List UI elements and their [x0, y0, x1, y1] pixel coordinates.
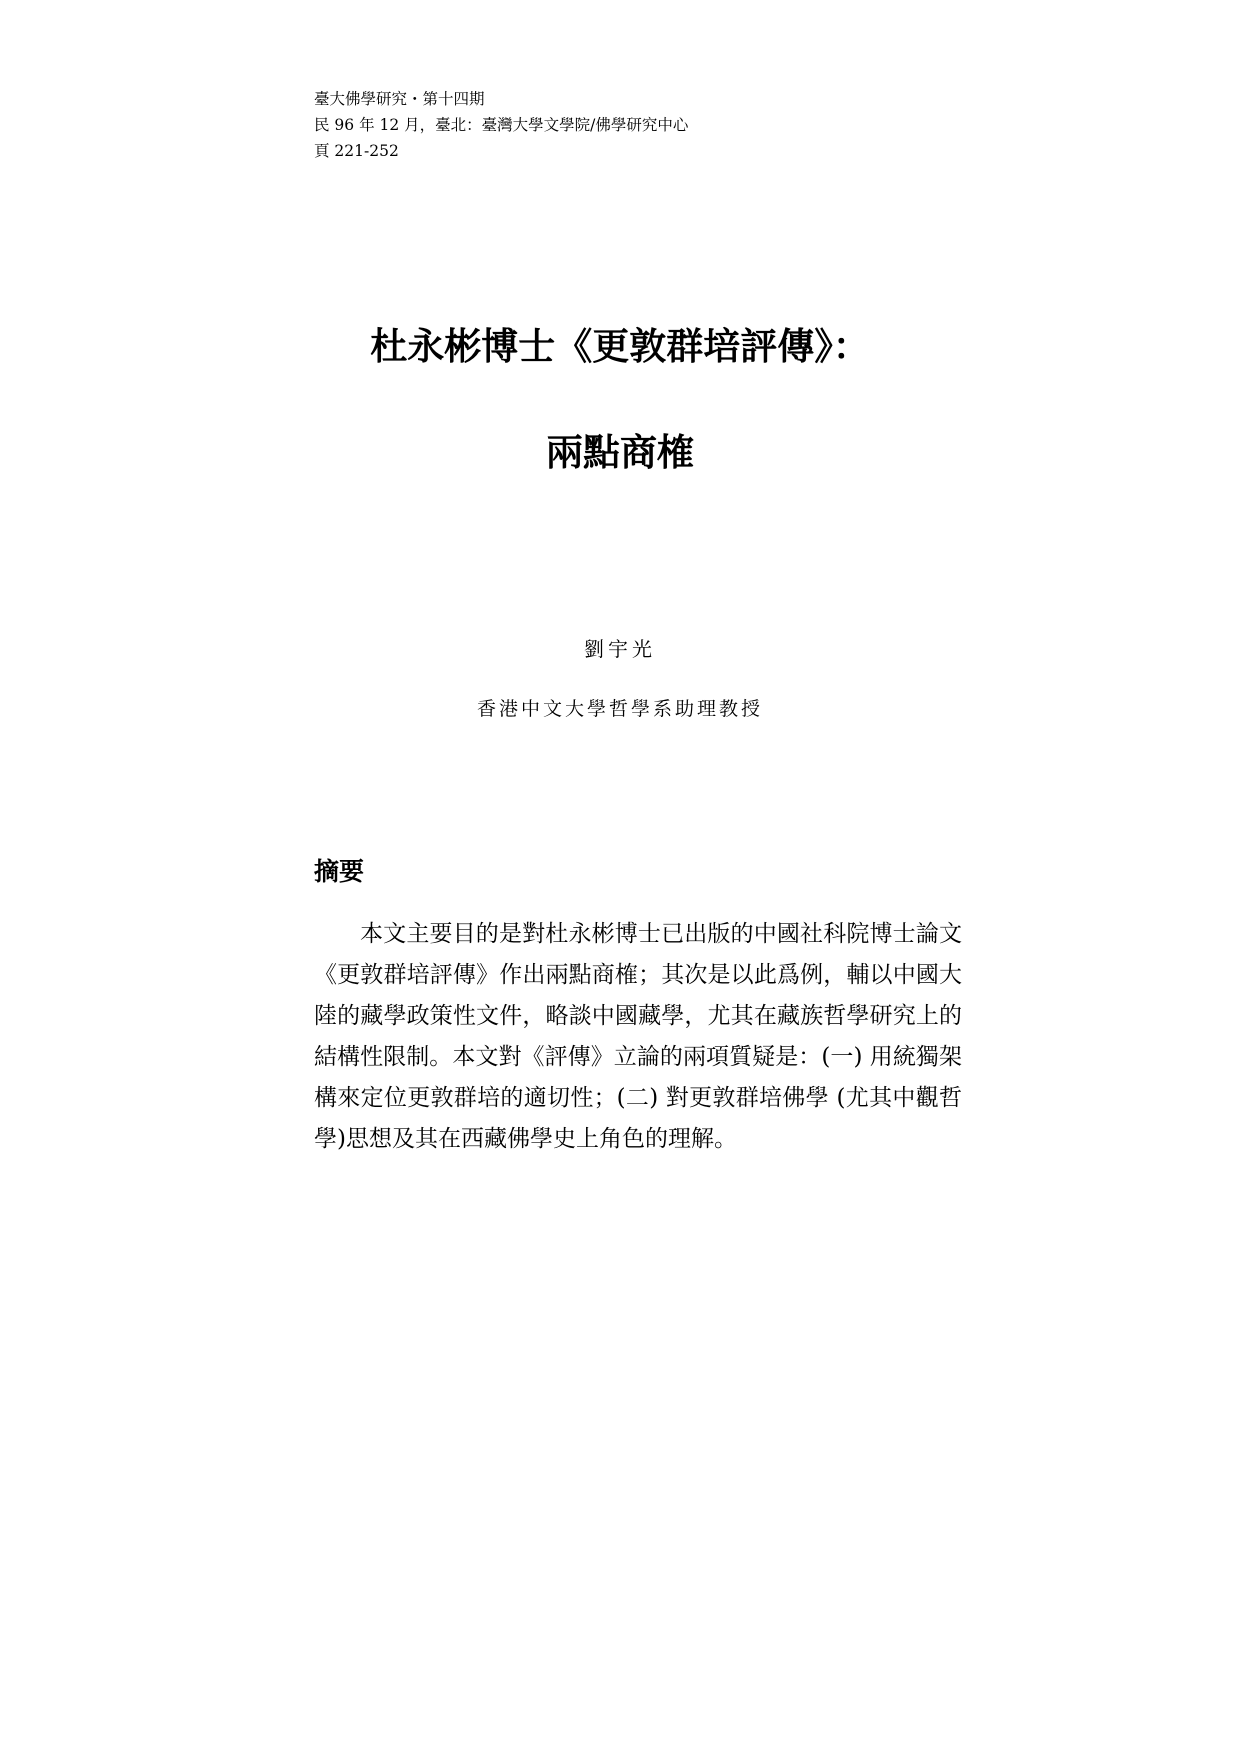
- journal-date-publisher: 民 96 年 12 月，臺北：臺灣大學文學院/佛學研究中心: [314, 116, 689, 134]
- abstract-heading: 摘要: [314, 857, 365, 886]
- journal-page-range: 頁 221-252: [314, 142, 399, 160]
- paper-title-line-2: 兩點商榷: [546, 431, 694, 474]
- abstract-body: 本文主要目的是對杜永彬博士已出版的中國社科院博士論文《更敦群培評傳》作出兩點商榷；其次是以此爲例，輔以中國大陸的藏學政策性文件，略談中國藏學，尤其在藏族哲學研究上的結構性限制。本文對《評傳》立論的兩項質疑是：(一) 用統獨架構來定位更敦群培的適切性；(二) 對更敦群培佛學 (尤其中觀哲學)思想及其在西藏佛學史上角色的理解。: [314, 921, 962, 1152]
- author-name: 劉宇光: [584, 637, 656, 661]
- paper-title-line-1: 杜永彬博士《更敦群培評傳》：: [370, 325, 870, 368]
- journal-header: [314, 86, 874, 164]
- author-affiliation: 香港中文大學哲學系助理教授: [476, 698, 763, 720]
- journal-title-issue: 臺大佛學研究・第十四期: [314, 90, 485, 108]
